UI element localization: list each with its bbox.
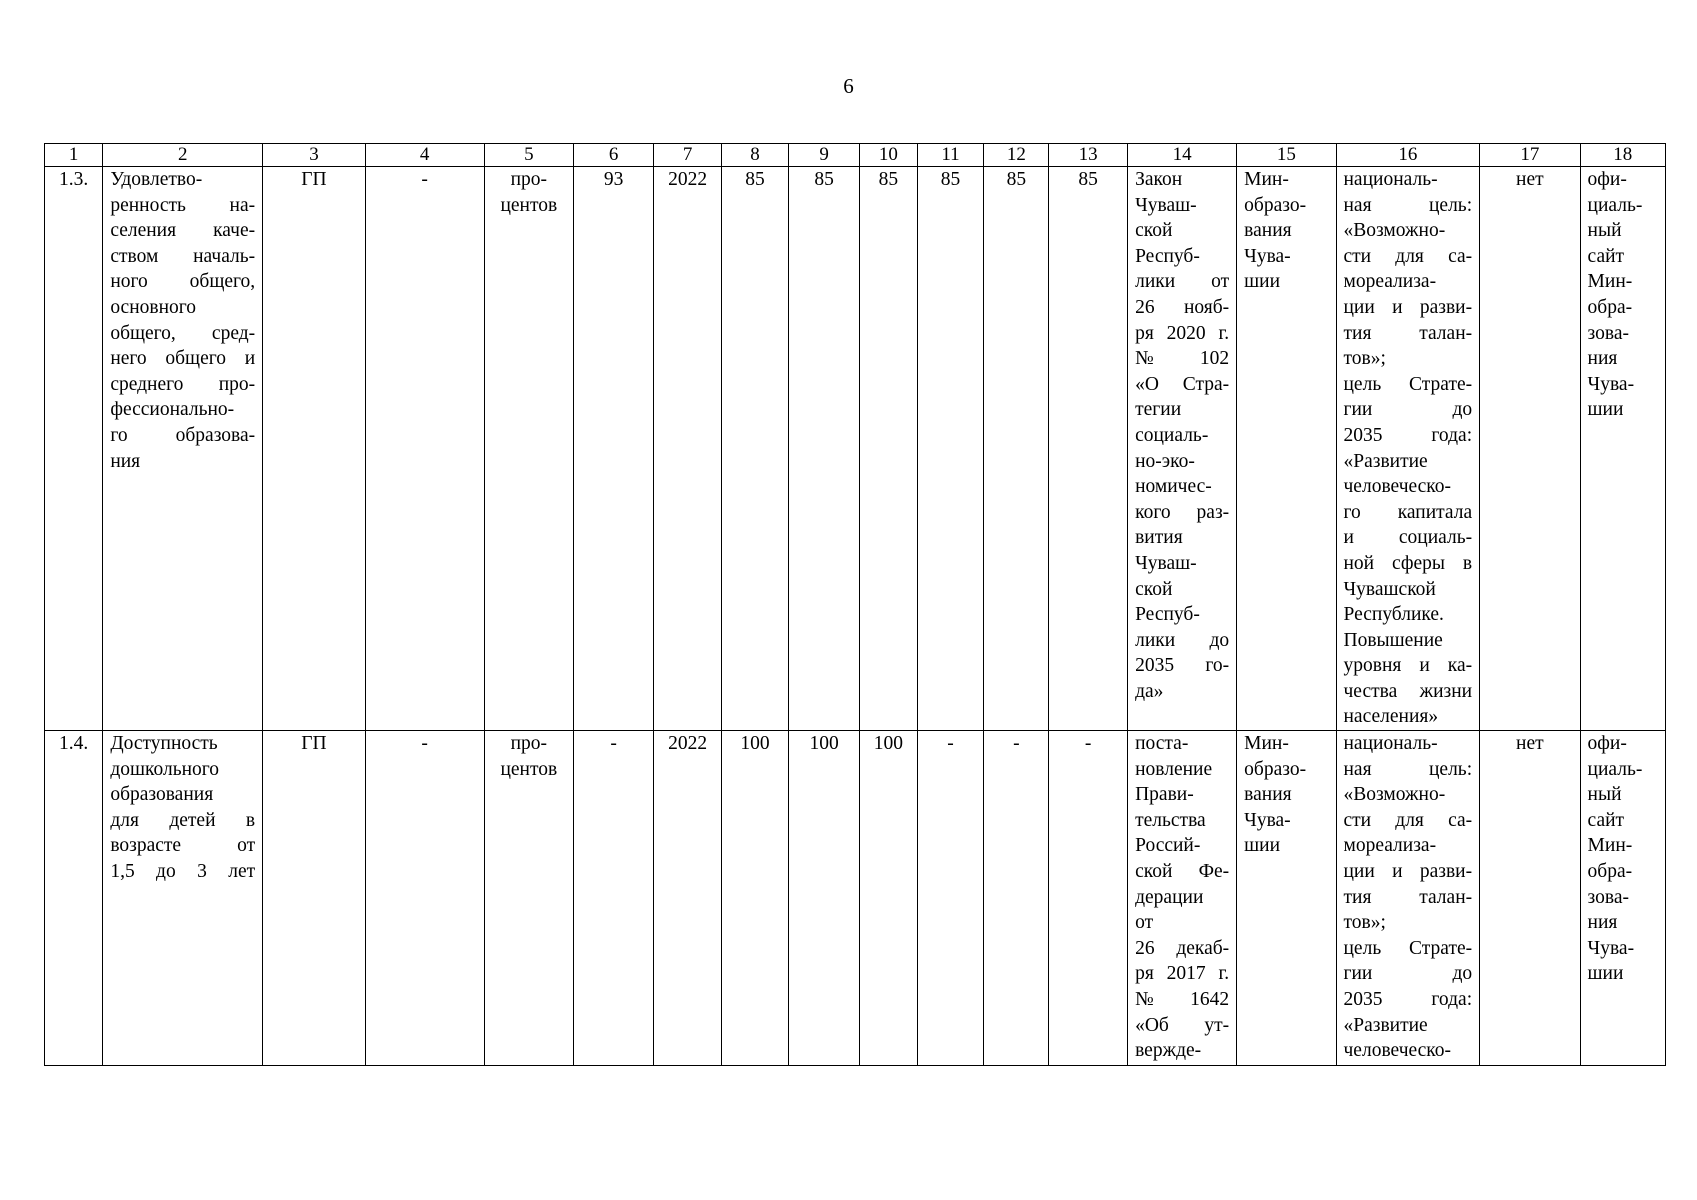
column-number: 2 xyxy=(103,144,263,167)
cell-line: ный xyxy=(1587,784,1622,806)
cell-line: зова- xyxy=(1587,322,1629,344)
cell-line: Мин- xyxy=(1587,835,1633,857)
cell-line: шии xyxy=(1587,963,1624,985)
indicators-table xyxy=(44,143,1666,1066)
cell-line: поста- xyxy=(1135,733,1189,755)
cell-line: уровня и ка- xyxy=(1343,655,1473,677)
unit-of-measure xyxy=(484,731,574,1066)
cell-line: человеческо- xyxy=(1343,1040,1452,1062)
cell-line: ской xyxy=(1135,578,1173,600)
cell-line: но-эко- xyxy=(1135,450,1195,472)
cell-line: тов»; xyxy=(1343,912,1386,934)
cell-line: общего, сред- xyxy=(110,322,256,344)
cell-line: «Возможно- xyxy=(1343,220,1446,242)
responsible-body xyxy=(1237,731,1336,1066)
cell-line: образо- xyxy=(1244,194,1307,216)
cell-line: Чува- xyxy=(1587,373,1635,395)
cell-line: ной сферы в xyxy=(1343,552,1473,574)
column-number: 7 xyxy=(654,144,722,167)
cell-line: дошкольного xyxy=(110,758,220,780)
cell-line: населения» xyxy=(1343,706,1439,728)
cell-line: про- xyxy=(510,733,548,755)
cell-line: тельства xyxy=(1135,809,1206,831)
goal-link xyxy=(1336,731,1480,1066)
table-row xyxy=(45,167,1666,731)
cell-line: националь- xyxy=(1343,169,1438,190)
cell-line: зова- xyxy=(1587,886,1629,908)
column-number: 17 xyxy=(1480,144,1580,167)
cell-value: - xyxy=(917,731,984,1066)
cell-line: ря 2020 г. xyxy=(1135,322,1230,344)
cell-line: Чува- xyxy=(1244,245,1291,267)
cell-line: дерации xyxy=(1135,886,1204,908)
cell-line: офи- xyxy=(1587,169,1627,190)
cell-line: вания xyxy=(1244,784,1292,806)
column-number: 12 xyxy=(984,144,1049,167)
cell-value: 85 xyxy=(860,167,917,731)
cell-line: циаль- xyxy=(1587,194,1643,216)
cell-value: 93 xyxy=(574,167,654,731)
cell-line: вержде- xyxy=(1135,1040,1202,1062)
cell-line: мореализа- xyxy=(1343,835,1437,857)
cell-line: Россий- xyxy=(1135,835,1201,857)
cell-line: центов xyxy=(500,194,558,216)
cell-value: - xyxy=(365,167,484,731)
cell-line: ния xyxy=(110,450,141,472)
cell-line: номичес- xyxy=(1135,476,1212,498)
cell-line: шии xyxy=(1244,835,1281,857)
indicator-name xyxy=(103,167,263,731)
cell-line: «О Стра- xyxy=(1135,373,1230,395)
cell-line: сайт xyxy=(1587,809,1625,831)
cell-line: вития xyxy=(1135,527,1183,549)
responsible-body xyxy=(1237,167,1336,731)
cell-line: мореализа- xyxy=(1343,271,1437,293)
cell-line: социаль- xyxy=(1135,424,1209,446)
cell-line: среднего про- xyxy=(110,373,256,395)
cell-line: цель Страте- xyxy=(1343,373,1473,395)
cell-line: обра- xyxy=(1587,296,1633,318)
column-number: 11 xyxy=(917,144,984,167)
cell-line: для детей в xyxy=(110,809,256,831)
column-number: 13 xyxy=(1049,144,1128,167)
cell-line: образования xyxy=(110,784,214,806)
column-number: 16 xyxy=(1336,144,1480,167)
cell-line: № 102 xyxy=(1135,348,1230,370)
cell-value: - xyxy=(574,731,654,1066)
legal-basis xyxy=(1128,167,1237,731)
row-number: 1.4. xyxy=(45,731,103,1066)
cell-line: селения каче- xyxy=(110,220,256,242)
indicator-type: ГП xyxy=(263,167,366,731)
unit-of-measure xyxy=(484,167,574,731)
cell-line: от xyxy=(1135,912,1154,934)
cell-value: 2022 xyxy=(654,731,722,1066)
cell-line: Чувашской xyxy=(1343,578,1436,600)
cell-value: - xyxy=(365,731,484,1066)
cell-line: сти для са- xyxy=(1343,809,1473,831)
column-number: 5 xyxy=(484,144,574,167)
cell-value: 85 xyxy=(917,167,984,731)
cell-line: го образова- xyxy=(110,424,256,446)
cell-line: офи- xyxy=(1587,733,1627,755)
legal-basis xyxy=(1128,731,1237,1066)
cell-value: нет xyxy=(1480,731,1580,1066)
cell-line: Республике. xyxy=(1343,604,1444,626)
cell-line: Респуб- xyxy=(1135,604,1200,626)
column-number: 14 xyxy=(1128,144,1237,167)
cell-line: ря 2017 г. xyxy=(1135,963,1230,985)
cell-line: сайт xyxy=(1587,245,1625,267)
column-number: 10 xyxy=(860,144,917,167)
cell-line: ния xyxy=(1587,348,1618,370)
cell-line: гии до xyxy=(1343,399,1473,421)
cell-line: цель Страте- xyxy=(1343,937,1473,959)
cell-line: него общего и xyxy=(110,348,256,370)
cell-line: го капитала xyxy=(1343,501,1473,523)
cell-line: ного общего, xyxy=(110,271,256,293)
cell-line: вания xyxy=(1244,220,1292,242)
cell-line: «Об ут- xyxy=(1135,1014,1230,1036)
page-number: 6 xyxy=(843,74,854,98)
cell-line: Прави- xyxy=(1135,784,1194,806)
table-row xyxy=(45,731,1666,1066)
cell-value: - xyxy=(1049,731,1128,1066)
cell-value: 85 xyxy=(984,167,1049,731)
cell-line: возрасте от xyxy=(110,835,256,857)
cell-line: № 1642 xyxy=(1135,989,1230,1010)
cell-line: чества жизни xyxy=(1343,680,1473,702)
column-number: 4 xyxy=(365,144,484,167)
cell-line: Доступность xyxy=(110,733,218,755)
cell-value: 85 xyxy=(789,167,860,731)
cell-line: сти для са- xyxy=(1343,245,1473,267)
cell-line: Закон xyxy=(1135,169,1183,190)
cell-value: 85 xyxy=(1049,167,1128,731)
indicator-name xyxy=(103,731,263,1066)
column-number: 8 xyxy=(722,144,789,167)
cell-line: Мин- xyxy=(1587,271,1633,293)
cell-line: 26 нояб- xyxy=(1135,296,1230,318)
cell-line: Повышение xyxy=(1343,629,1443,651)
goal-link xyxy=(1336,167,1480,731)
cell-line: «Возможно- xyxy=(1343,784,1446,806)
cell-value: 100 xyxy=(789,731,860,1066)
cell-line: ции и разви- xyxy=(1343,296,1473,318)
cell-line: гии до xyxy=(1343,963,1473,985)
cell-line: Мин- xyxy=(1244,169,1289,190)
cell-line: тия талан- xyxy=(1343,322,1473,344)
cell-line: тов»; xyxy=(1343,348,1386,370)
cell-line: ренность на- xyxy=(110,194,256,216)
cell-line: 2035 года: xyxy=(1343,989,1473,1010)
column-number: 3 xyxy=(263,144,366,167)
cell-line: шии xyxy=(1244,271,1281,293)
cell-line: «Развитие xyxy=(1343,1014,1428,1036)
cell-line: тия талан- xyxy=(1343,886,1473,908)
cell-line: Чува- xyxy=(1244,809,1291,831)
column-number: 18 xyxy=(1580,144,1665,167)
cell-line: образо- xyxy=(1244,758,1307,780)
column-number: 1 xyxy=(45,144,103,167)
cell-line: ная цель: xyxy=(1343,758,1473,780)
cell-line: да» xyxy=(1135,680,1164,702)
cell-line: тегии xyxy=(1135,399,1182,421)
cell-line: лики до xyxy=(1135,629,1230,651)
cell-line: лики от xyxy=(1135,271,1230,293)
cell-line: Мин- xyxy=(1244,733,1289,755)
cell-line: Чуваш- xyxy=(1135,194,1197,216)
cell-line: шии xyxy=(1587,399,1624,421)
cell-line: 2035 года: xyxy=(1343,424,1473,446)
cell-line: циаль- xyxy=(1587,758,1643,780)
cell-line: 1,5 до 3 лет xyxy=(110,861,256,883)
cell-line: фессионально- xyxy=(110,399,235,421)
cell-value: 100 xyxy=(722,731,789,1066)
column-number-row xyxy=(45,144,1666,167)
cell-line: ством началь- xyxy=(110,245,256,267)
cell-line: ской xyxy=(1135,220,1173,242)
cell-line: кого раз- xyxy=(1135,501,1230,523)
cell-line: Чува- xyxy=(1587,937,1635,959)
column-number: 9 xyxy=(789,144,860,167)
cell-line: националь- xyxy=(1343,733,1438,755)
cell-line: ния xyxy=(1587,912,1618,934)
cell-line: 26 декаб- xyxy=(1135,937,1230,959)
cell-line: и социаль- xyxy=(1343,527,1473,549)
data-source xyxy=(1580,167,1665,731)
cell-line: 2035 го- xyxy=(1135,655,1230,677)
indicator-type: ГП xyxy=(263,731,366,1066)
row-number: 1.3. xyxy=(45,167,103,731)
cell-line: ная цель: xyxy=(1343,194,1473,216)
cell-line: обра- xyxy=(1587,861,1633,883)
cell-line: Удовлетво- xyxy=(110,169,203,190)
cell-value: 100 xyxy=(860,731,917,1066)
cell-line: ный xyxy=(1587,220,1622,242)
column-number: 6 xyxy=(574,144,654,167)
column-number: 15 xyxy=(1237,144,1336,167)
cell-line: новление xyxy=(1135,758,1213,780)
cell-line: «Развитие xyxy=(1343,450,1428,472)
cell-value: нет xyxy=(1480,167,1580,731)
cell-value: 85 xyxy=(722,167,789,731)
cell-line: основного xyxy=(110,296,197,318)
cell-line: ции и разви- xyxy=(1343,861,1473,883)
cell-value: 2022 xyxy=(654,167,722,731)
cell-line: Чуваш- xyxy=(1135,552,1197,574)
cell-line: человеческо- xyxy=(1343,476,1452,498)
data-source xyxy=(1580,731,1665,1066)
cell-line: Респуб- xyxy=(1135,245,1200,267)
cell-line: ской Фе- xyxy=(1135,861,1230,883)
cell-value: - xyxy=(984,731,1049,1066)
cell-line: центов xyxy=(500,758,558,780)
cell-line: про- xyxy=(510,169,548,190)
